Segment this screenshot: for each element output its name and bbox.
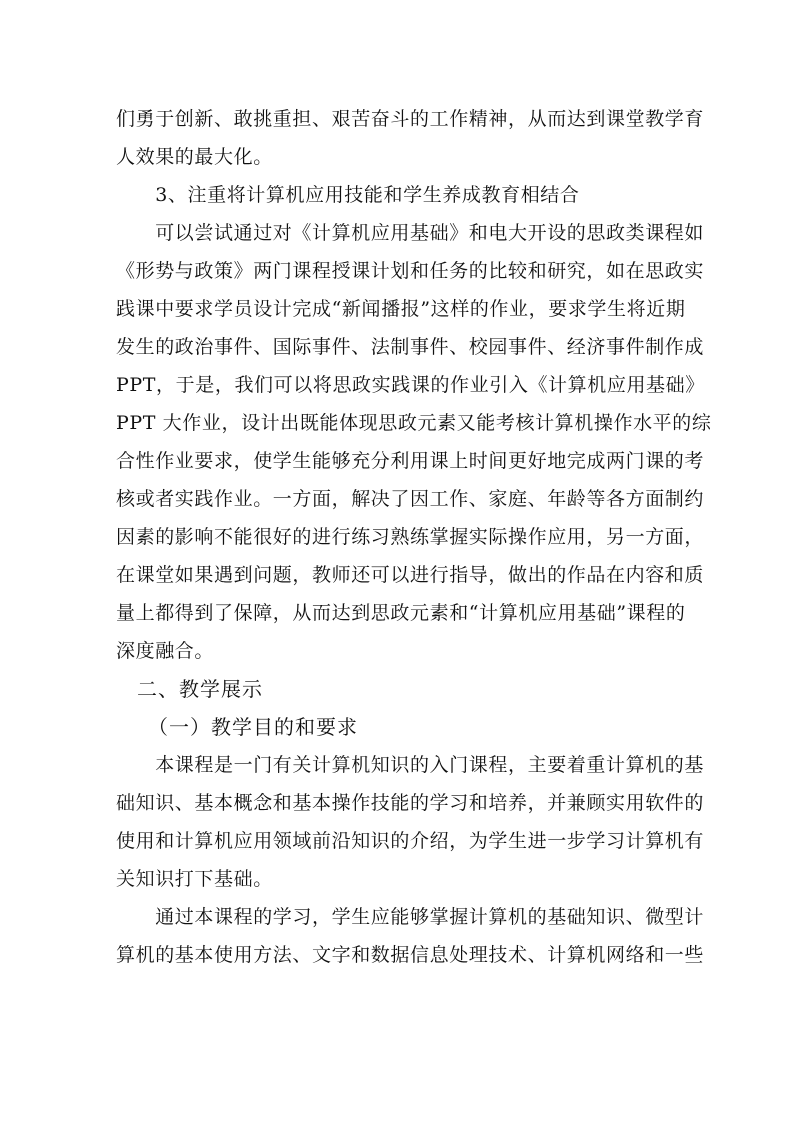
text-line: 发生的政治事件、国际事件、法制事件、校园事件、经济事件制作成	[116, 336, 705, 358]
subheading-text: （一）教学目的和要求	[116, 715, 358, 739]
text-line: 本课程是一门有关计算机知识的入门课程，主要着重计算机的基	[116, 754, 705, 776]
numbered-point-3	[116, 176, 676, 214]
text-line: 因素的影响不能很好的进行练习熟练掌握实际操作应用，另一方面，	[116, 526, 705, 548]
text-line: 深度融合。	[116, 640, 215, 662]
paragraph-closing	[116, 100, 705, 176]
text-line: 在课堂如果遇到问题，教师还可以进行指导，做出的作品在内容和质	[116, 564, 705, 586]
section-heading-teaching-display	[116, 670, 676, 708]
text-line: 人效果的最大化。	[116, 146, 273, 168]
text-line: 关知识打下基础。	[116, 868, 273, 890]
text-line: 可以尝试通过对《计算机应用基础》和电大开设的思政类课程如	[116, 222, 705, 244]
paragraph-learning-outcomes	[116, 898, 705, 974]
text-line: 们勇于创新、敢挑重担、艰苦奋斗的工作精神，从而达到课堂教学育	[116, 108, 705, 130]
document-body	[116, 100, 712, 974]
text-line: PPT 大作业，设计出既能体现思政元素又能考核计算机操作水平的综	[116, 412, 712, 434]
text-line: 3、注重将计算机应用技能和学生养成教育相结合	[116, 184, 580, 206]
heading-text: 二、教学展示	[116, 677, 263, 701]
text-line: 通过本课程的学习，学生应能够掌握计算机的基础知识、微型计	[116, 906, 705, 928]
paragraph-course-intro	[116, 746, 705, 898]
text-line: 《形势与政策》两门课程授课计划和任务的比较和研究，如在思政实	[116, 260, 705, 282]
paragraph-politics-ppt	[116, 214, 712, 670]
text-line: 础知识、基本概念和基本操作技能的学习和培养，并兼顾实用软件的	[116, 792, 705, 814]
text-line: 使用和计算机应用领域前沿知识的介绍，为学生进一步学习计算机有	[116, 830, 705, 852]
text-line: 合性作业要求，使学生能够充分利用课上时间更好地完成两门课的考	[116, 450, 705, 472]
text-line: 核或者实践作业。一方面，解决了因工作、家庭、年龄等各方面制约	[116, 488, 705, 510]
text-line: PPT，于是，我们可以将思政实践课的作业引入《计算机应用基础》	[116, 374, 705, 396]
subsection-heading-objectives	[116, 708, 676, 746]
text-line: 算机的基本使用方法、文字和数据信息处理技术、计算机网络和一些	[116, 944, 705, 966]
text-line: 量上都得到了保障，从而达到思政元素和“计算机应用基础”课程的	[116, 602, 686, 624]
text-line: 践课中要求学员设计完成“新闻播报”这样的作业，要求学生将近期	[116, 298, 686, 320]
